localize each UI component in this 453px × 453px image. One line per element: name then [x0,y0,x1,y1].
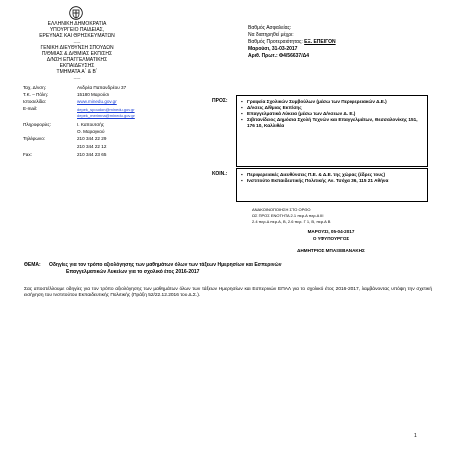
recipients-box [236,95,428,167]
subject-line: Οδηγίες για τον τρόπο αξιολόγησης των μαθημάτων όλων των τάξεων Ημερησίων και Εσπερινών [49,262,282,268]
website-link[interactable]: www.minedu.gov.gr [77,99,117,104]
email-link[interactable]: depek_spoudon@minedu.gov.gr [77,106,135,112]
stamp-line: 2.4 περ.Δ περ.Α, Β, 2.6 περ. Γ 1, Β, περ.Α Β [252,219,331,224]
page-number: 1 [414,433,417,439]
recipient-item: ▪ Γραφεία Σχολικών Συμβούλων (μέσω των Περιφερειακών Δ.Ε.) [241,99,423,105]
subject-label: ΘΕΜΑ: [24,262,41,268]
contact-value: 210 344 23 65 [77,152,107,157]
body-paragraph: Σας αποστέλλουμε οδηγίες για τον τρόπο αξιολόγησης των μαθημάτων όλων των τάξεων Ημερησίων και Εσπερινών ΕΠΑΛ για το σχολικό έτος 2016-2017, λαμβάνοντας υπόψη την σχετική εισήγηση του Ινστιτούτου Εκπαιδευτικής Πολιτικής (Πράξη 52/22.12.2016 του Δ.Σ.). [24,287,432,299]
subject-line: Επαγγελματικών Λυκείων για το σχολικό έτος 2016-2017 [66,269,200,275]
priority-label: Βαθμός Προτεραιότητας: [248,39,303,45]
contact-value: Ο. Μαραγκού [77,129,105,134]
letterhead-line: ΥΠΟΥΡΓΕΙΟ ΠΑΙΔΕΙΑΣ, [49,27,105,33]
contact-label: Τ.Κ. – Πόλη: [23,92,48,97]
stamp-line: ΩΣ ΠΡΟΣ ΕΝΟΤΗΤΑ 2.1 περ.Α περ.Α ΙΙΙ [252,213,324,218]
stamp-role: Ο ΥΦΥΠΟΥΡΓΟΣ [312,236,350,241]
security-level: Βαθμός Ασφαλείας: [248,25,292,31]
contact-label: Ιστοσελίδα: [23,99,47,104]
contact-label: Πληροφορίες: [23,122,52,127]
contact-label: Ταχ. Δ/νση: [23,85,46,90]
letterhead-separator: ----- [73,39,81,44]
stamp-date: ΜΑΡΟΥΣΙ, 05-04-2017 [307,229,355,234]
letterhead-line: ΤΜΗΜΑΤΑ Α΄ & Β΄ [56,69,98,75]
cc-box [236,168,428,202]
greek-coat-of-arms-icon [69,6,83,20]
contact-value: Ανδρέα Παπανδρέου 37 [77,85,127,90]
letterhead-line: Π/ΘΜΙΑΣ & Δ/ΘΜΙΑΣ ΕΚΠ/ΣΗΣ [41,51,113,57]
letterhead-line: ΕΚΠΑΙΔΕΥΣΗΣ [59,63,95,69]
retention-period: Να διατηρηθεί μέχρι: [248,32,294,38]
priority-value: ΕΞ. ΕΠΕΙΓΟΝ [304,39,336,45]
contact-value: Ι. Καπουτσής [77,122,105,127]
letterhead-line: ΕΡΕΥΝΑΣ ΚΑΙ ΘΡΗΣΚΕΥΜΑΤΩΝ [39,33,115,39]
priority-row [248,40,336,45]
letterhead-line: ΕΛΛΗΝΙΚΗ ΔΗΜΟΚΡΑΤΙΑ [47,21,107,27]
contact-value: 210 344 22 12 [77,144,107,149]
letterhead-line: ΓΕΝΙΚΗ ΔΙΕΥΘΥΝΣΗ ΣΠΟΥΔΩΝ [40,45,114,51]
email-link[interactable]: depek_merimna@minedu.gov.gr [77,113,135,118]
recipients-label: ΠΡΟΣ: [212,98,228,104]
recipient-item: ▪ Σιβιτανίδειος Δημόσια Σχολή Τεχνών και Επαγγελμάτων, Θεσσαλονίκης 151, 176 10, Καλλιθέα [241,117,423,129]
protocol-number: Αριθ. Πρωτ.: Φ4/56637/Δ4 [248,53,309,59]
cc-item: ▪ Περιφερειακές Διευθύνσεις Π.Ε. & Δ.Ε. της χώρας (έδρες τους) [241,172,423,178]
document-date: Μαρούσι, 31-03-2017 [248,46,298,52]
stamp-signatory: ΔΗΜΗΤΡΙΟΣ ΜΠΑΞΕΒΑΝΑΚΗΣ [297,248,365,253]
cc-item: ▪ Ινστιτούτο Εκπαιδευτικής Πολιτικής Αν. Τσόχα 36, 115 21 Αθήνα [241,178,423,184]
letterhead-separator: ----- [73,75,81,80]
recipient-item: ▪ Δ/νσεις Δ/θμιας Εκπ/σης [241,105,423,111]
contact-label: Τηλέφωνο: [23,136,46,141]
contact-value: 210 344 22 29 [77,136,107,141]
contact-label: E-mail: [23,106,38,111]
contact-label: Fax: [23,152,32,157]
recipient-item: ▪ Επαγγελματικά Λύκεια (μέσω των Δ/νσεων Δ. Ε.) [241,111,423,117]
stamp-line: ΑΝΑΚΟΙΝΟΠΟΙΗΣΗ ΣΤΟ ΟΡΘΟ [252,207,311,212]
cc-label: ΚΟΙΝ.: [212,171,228,177]
contact-value: 15180 Μαρούσι [77,92,110,97]
letterhead-line: Δ/ΝΣΗ ΕΠΑΓΓΕΛΜΑΤΙΚΗΣ [46,57,108,63]
